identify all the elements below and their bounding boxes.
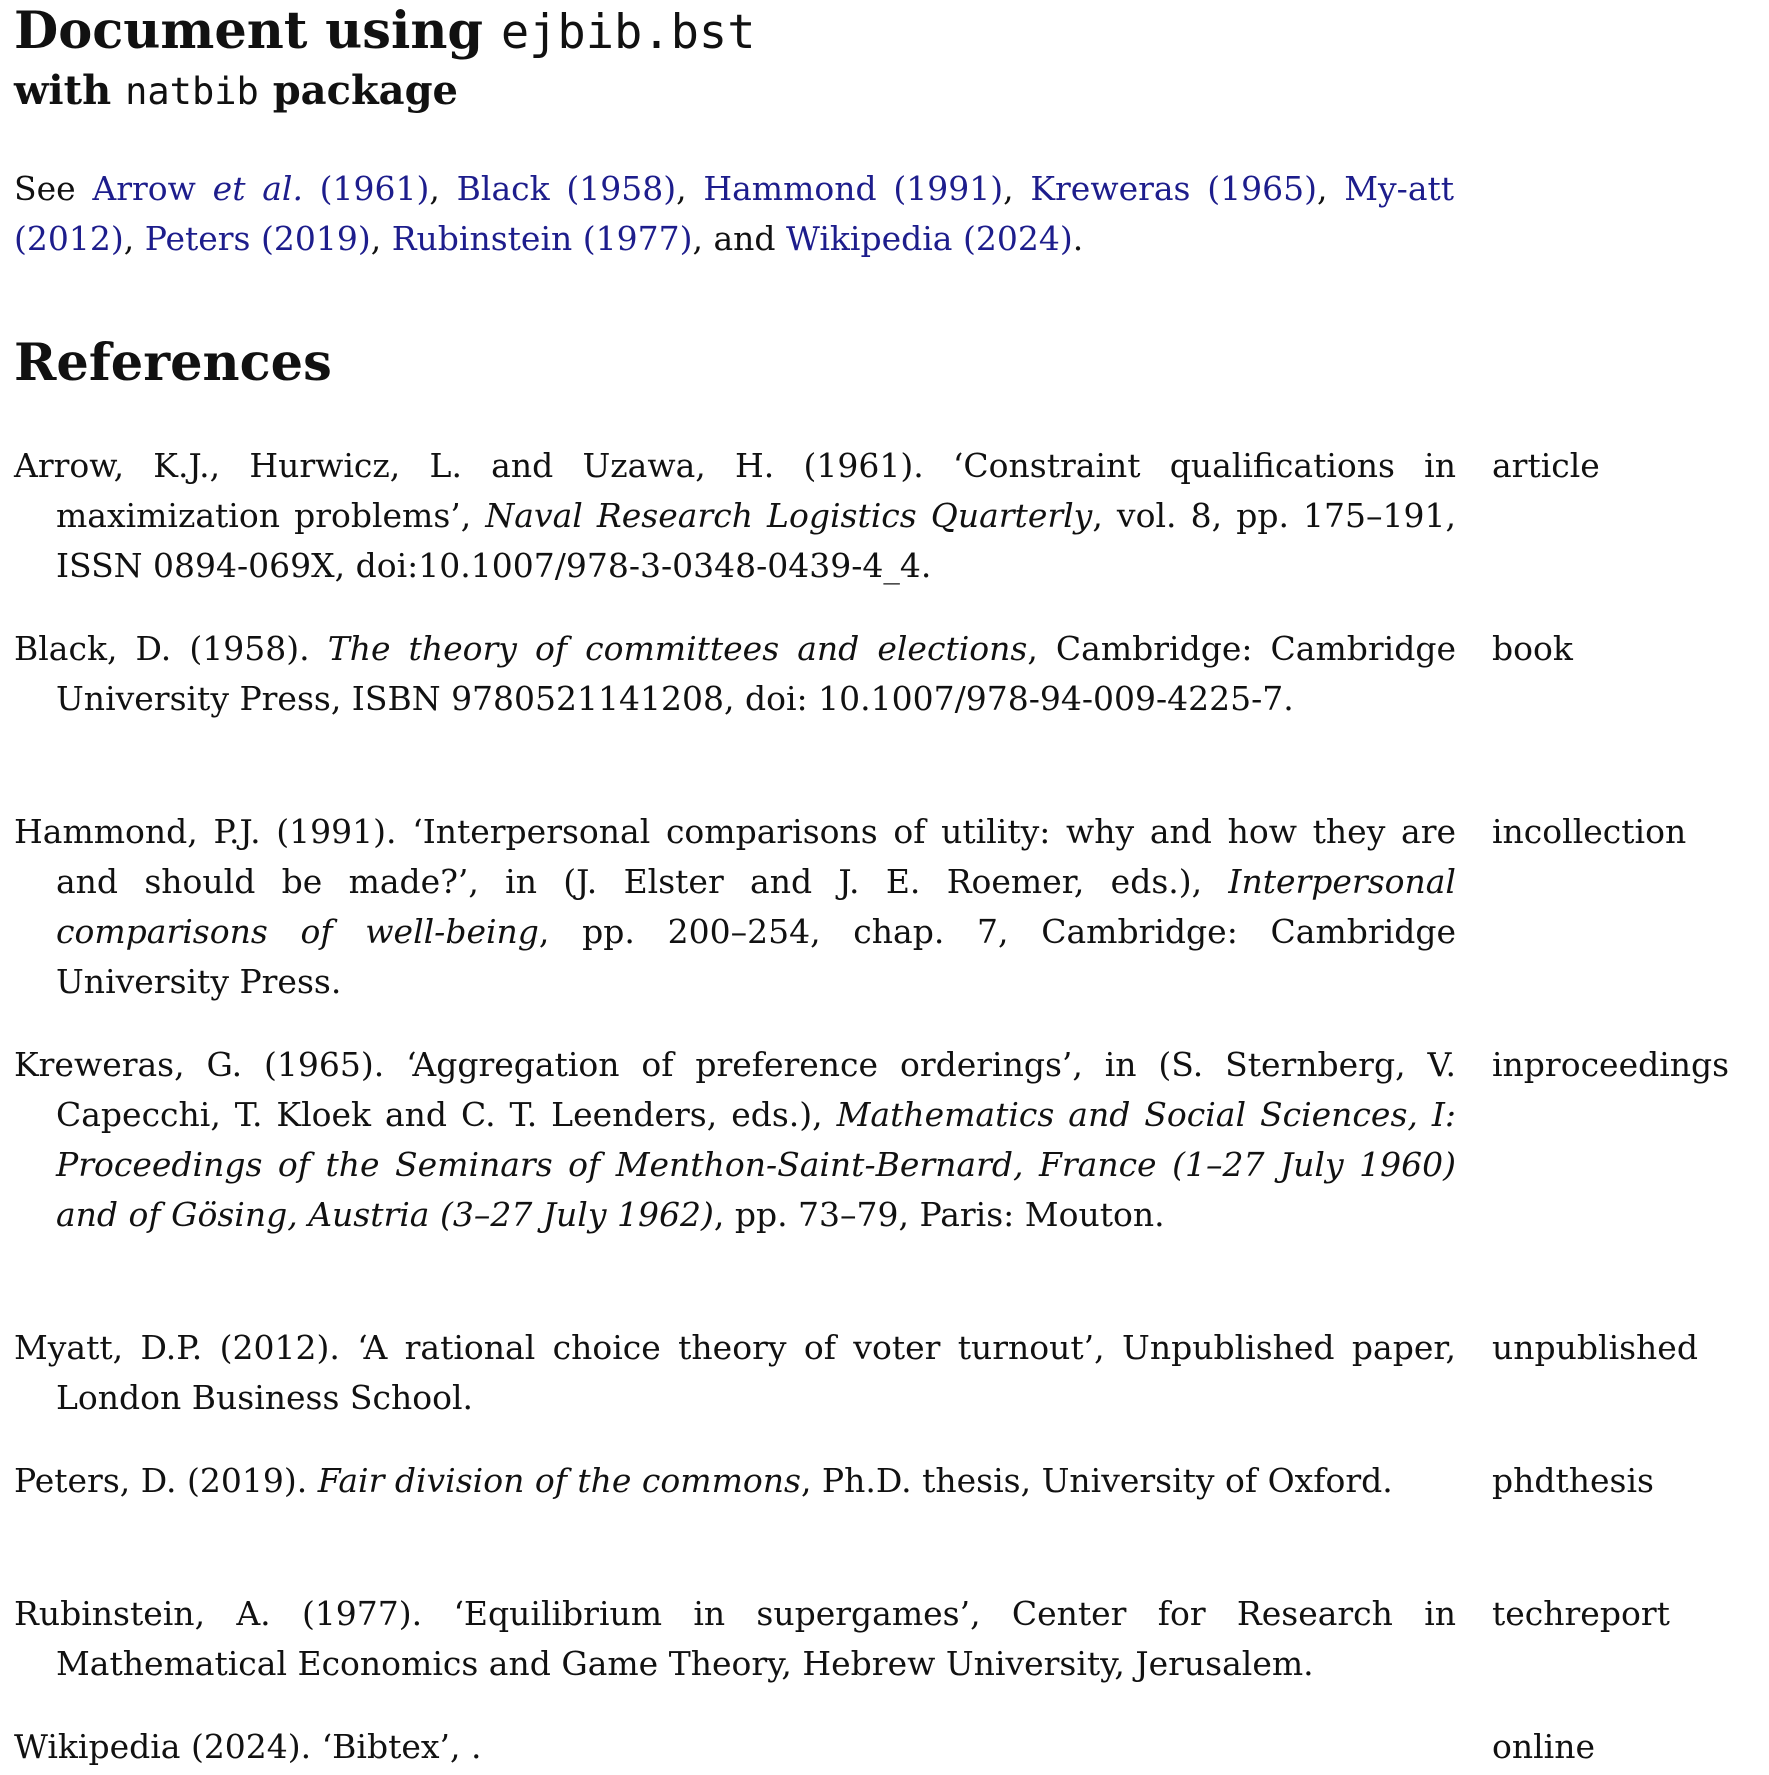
reference-text <box>14 441 1456 591</box>
reference-entry-kreweras <box>14 1040 1754 1240</box>
citation-rubinstein[interactable]: Rubinstein (1977) <box>391 219 693 258</box>
reference-text-post: , pp. 200–254, chap. 7, Cambridge: Cambridge University Press. <box>56 912 1456 1001</box>
reference-type-label: incollection <box>1492 812 1687 851</box>
citation-wikipedia[interactable]: Wikipedia (2024) <box>786 219 1073 258</box>
intro-paragraph <box>14 164 1454 264</box>
intro-separator: , <box>370 219 392 258</box>
intro-separator: , <box>429 169 457 208</box>
document-subtitle <box>14 68 458 114</box>
intro-separator: , <box>676 169 704 208</box>
reference-type-label: online <box>1492 1727 1596 1766</box>
intro-separator: , and <box>692 219 787 258</box>
intro-see: See <box>14 169 93 208</box>
subtitle-prefix: with <box>14 67 126 114</box>
citation-hammond[interactable]: Hammond (1991) <box>703 169 1004 208</box>
title-code: ejbib.bst <box>500 5 756 60</box>
document-title <box>14 2 756 61</box>
reference-title: The theory of committees and elections <box>327 629 1028 668</box>
citation-black[interactable]: Black (1958) <box>456 169 677 208</box>
reference-text <box>14 1040 1456 1240</box>
citation-myatt[interactable]: My-att (2012) <box>14 169 1455 258</box>
reference-type-label: book <box>1492 629 1573 668</box>
intro-end: . <box>1072 219 1084 258</box>
reference-entry-black <box>14 624 1754 724</box>
subtitle-suffix: package <box>258 67 458 114</box>
reference-type-label: unpublished <box>1492 1328 1698 1367</box>
reference-text-post: , Ph.D. thesis, University of Oxford. <box>800 1461 1393 1500</box>
intro-separator: , <box>1003 169 1031 208</box>
reference-text-post: , Cambridge: Cambridge University Press, ISBN 9780521141208, doi: 10.1007/978-94-009-4225-7. <box>56 629 1456 718</box>
citation-kreweras[interactable]: Kreweras (1965) <box>1030 169 1317 208</box>
reference-entry-rubinstein <box>14 1589 1754 1689</box>
reference-text: Wikipedia (2024). ‘Bibtex’, . <box>14 1727 482 1766</box>
intro-separator: , <box>1316 169 1345 208</box>
references-heading: References <box>14 333 332 393</box>
reference-text-pre: Arrow, K.J., Hurwicz, L. and Uzawa, H. (1961). ‘Constraint qualifications in maximization problems’, <box>14 446 1456 535</box>
reference-type-label: techreport <box>1492 1594 1670 1633</box>
reference-text: Rubinstein, A. (1977). ‘Equilibrium in supergames’, Center for Research in Mathematical Economics and Game Theory, Hebrew University, Jerusalem. <box>14 1594 1456 1683</box>
citation-arrow-etal: et al. <box>212 169 303 208</box>
reference-entry-hammond <box>14 807 1754 1007</box>
reference-entry-arrow <box>14 441 1754 591</box>
subtitle-code: natbib <box>125 70 259 113</box>
reference-text: Myatt, D.P. (2012). ‘A rational choice theory of voter turnout’, Unpublished paper, London Business School. <box>14 1328 1456 1417</box>
citation-peters[interactable]: Peters (2019) <box>144 219 371 258</box>
reference-entry-peters <box>14 1456 1754 1506</box>
reference-booktitle: Interpersonal comparisons of well-being <box>56 862 1456 951</box>
reference-text-pre: Kreweras, G. (1965). ‘Aggregation of preference orderings’, in (S. Sternberg, V. Capecchi, T. Kloek and C. T. Leenders, eds.), <box>14 1045 1456 1134</box>
reference-text-pre: Black, D. (1958). <box>14 629 328 668</box>
reference-entry-myatt <box>14 1323 1754 1423</box>
reference-text <box>14 624 1456 724</box>
citation-arrow-year: (1961) <box>302 169 430 208</box>
reference-type-label: inproceedings <box>1492 1045 1730 1084</box>
reference-entry-wikipedia <box>14 1722 1754 1772</box>
reference-title: Fair division of the commons <box>317 1461 801 1500</box>
reference-text-pre: Peters, D. (2019). <box>14 1461 318 1500</box>
reference-text <box>14 807 1456 1007</box>
reference-text-post: , pp. 73–79, Paris: Mouton. <box>713 1195 1165 1234</box>
reference-text <box>14 1456 1456 1506</box>
reference-journal: Naval Research Logistics Quarterly <box>485 496 1093 535</box>
reference-type-label: phdthesis <box>1492 1461 1654 1500</box>
citation-arrow-name: Arrow <box>92 169 213 208</box>
reference-type-label: article <box>1492 446 1600 485</box>
title-prefix: Document using <box>14 1 501 61</box>
intro-separator: , <box>123 219 145 258</box>
citation-arrow[interactable] <box>92 169 429 208</box>
reference-text-post: , vol. 8, pp. 175–191, ISSN 0894-069X, doi:10.1007/978-3-0348-0439-4_4. <box>56 496 1457 585</box>
reference-booktitle: Mathematics and Social Sciences, I: Proceedings of the Seminars of Menthon-Saint-Bernard, France (1–27 July 1960) and of Gösing, Austria (3–27 July 1962) <box>56 1095 1456 1234</box>
reference-text-pre: Hammond, P.J. (1991). ‘Interpersonal comparisons of utility: why and how they are and should be made?’, in (J. Elster and J. E. Roemer, eds.), <box>14 812 1456 901</box>
